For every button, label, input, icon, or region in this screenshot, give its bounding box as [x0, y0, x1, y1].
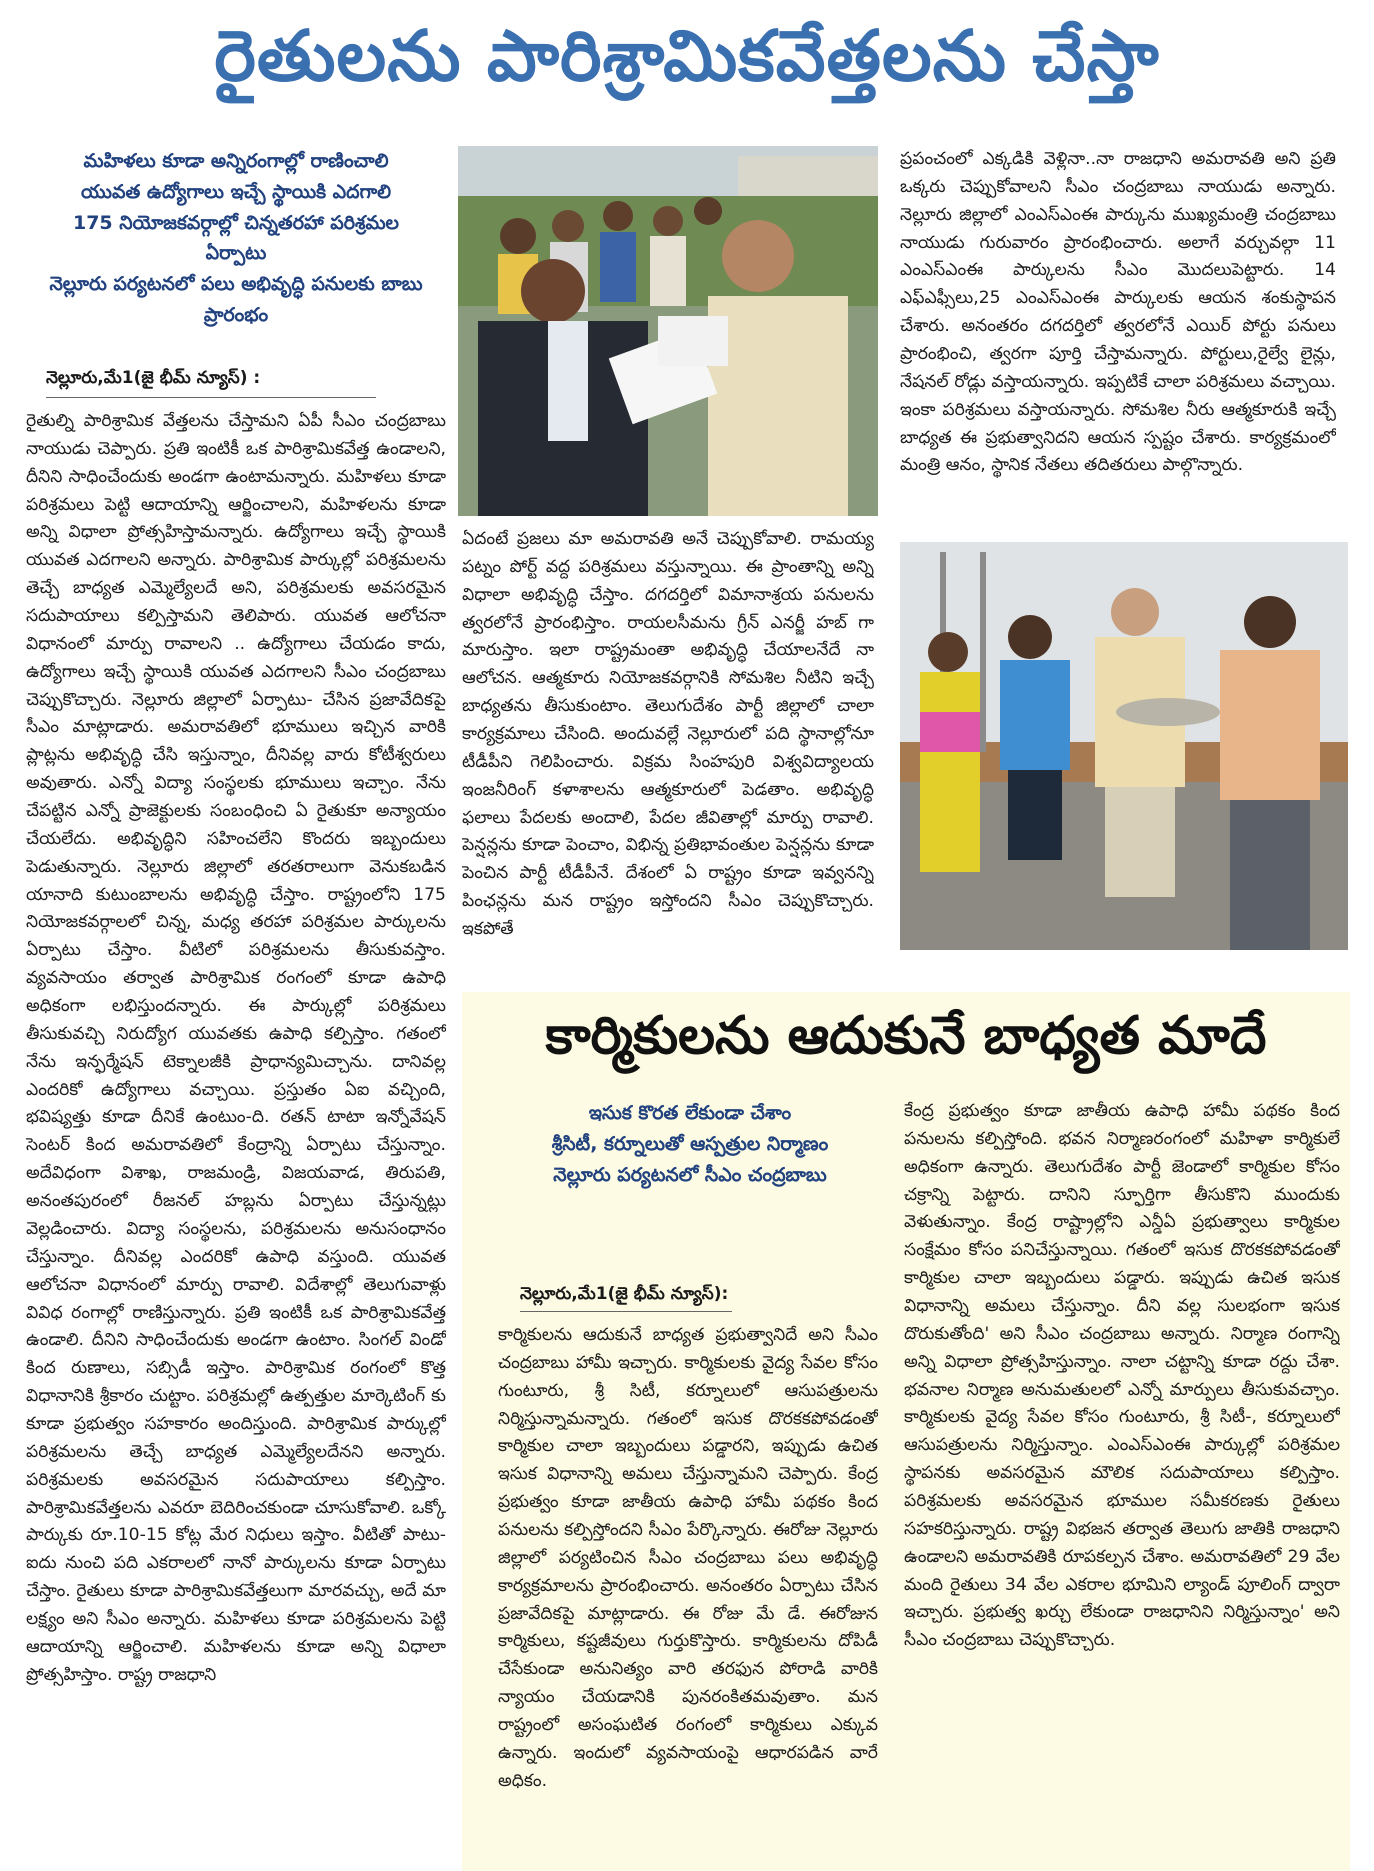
subhead-4: నెల్లూరు పర్యటనలో పలు అభివృద్ధి పనులకు బాబు ప్రారంభం [49, 273, 423, 326]
story2-column-1: కార్మికులను ఆదుకునే బాధ్యత ప్రభుత్వానిదే అని సీఎం చంద్రబాబు హామీ ఇచ్చారు. కార్మికులకు వైద్య సేవల కోసం గుంటూరు, శ్రీ సిటీ, కర్నూలులో ఆసుపత్రులను నిర్మిస్తున్నామన్నారు. గతంలో ఇసుక దొరకకపోవడంతో కార్మికుల చాలా ఇబ్బందులు పడ్డారని, ఇప్పుడు ఉచిత ఇసుక విధానాన్ని అమలు చేస్తున్నామని చెప్పారు. కేంద్ర ప్రభుత్వం కూడా జాతీయ ఉపాధి హామీ పథకం కింద పనులను కల్పిస్తోందని సీఎం పేర్కొన్నారు. ఈరోజు నెల్లూరు జిల్లాలో పర్యటించిన సీఎం చంద్రబాబు పలు అభివృద్ధి కార్యక్రమాలను ప్రారంభించారు. అనంతరం ఏర్పాటు చేసిన ప్రజావేదికపై మాట్లాడారు. ఈ రోజు మే డే. ఈరోజున కార్మికులు, కష్టజీవులు గుర్తుకొస్తారు. కార్మికులను దోపిడీ చేసేకుండా అనునిత్యం వారి తరఫున పోరాడి వారికి న్యాయం చేయడానికి పునరంకితమవుతాం. మన రాష్ట్రంలో అసంఘటిత రంగంలో కార్మికులు ఎక్కువ ఉన్నారు. ఇందులో వ్యవసాయంపై ఆధారపడిన వారే అధికం. [498, 1325, 878, 1791]
subhead-3: 175 నియోజకవర్గాల్లో చిన్నతరహా పరిశ్రమల ఏర్పాటు [72, 211, 400, 265]
story2-subhead-3: నెల్లూరు పర్యటనలో సీఎం చంద్రబాబు [553, 1163, 827, 1186]
photo-cm-receiving-petition-image [458, 146, 878, 516]
story2-subhead-1: ఇసుక కొరత లేకుండా చేశాం [588, 1102, 792, 1124]
photo-cm-at-msme-park-image [900, 542, 1348, 950]
photo-cm-at-msme-park [900, 542, 1348, 950]
story1-subheads [40, 146, 432, 358]
story2-headline: కార్మికులను ఆదుకునే బాధ్యత మాదే [545, 1005, 1267, 1066]
main-headline: రైతులను పారిశ్రామికవేత్తలను చేస్తా [214, 14, 1160, 97]
story2-subhead-2: శ్రీసిటీ, కర్నూలుతో ఆస్పత్రుల నిర్మాణం [551, 1132, 829, 1155]
subhead-2: యువత ఉద్యోగాలు ఇచ్చే స్థాయికి ఎదగాలి [80, 180, 392, 203]
story2-column-2: కేంద్ర ప్రభుత్వం కూడా జాతీయ ఉపాధి హామీ పథకం కింద పనులను కల్పిస్తోంది. భవన నిర్మాణరంగంలో మహిళా కార్మికులే అధికంగా ఉన్నారు. తెలుగుదేశం పార్టీ జెండాలో కార్మికుల కోసం చక్రాన్ని పెట్టారు. దానిని స్ఫూర్తిగా తీసుకొని ముందుకు వెళుతున్నాం. కేంద్ర రాష్ట్రాల్లోని ఎన్డీఏ ప్రభుత్వాలు కార్మికుల సంక్షేమం కోసం పనిచేస్తున్నాయి. గతంలో ఇసుక దొరకకపోవడంతో కార్మికుల చాలా ఇబ్బందులు పడ్డారు. ఇప్పుడు ఉచిత ఇసుక విధానాన్ని అమలు చేస్తున్నాం. దీని వల్ల సులభంగా ఇసుక దొరుకుతోంది' అని సీఎం చంద్రబాబు అన్నారు. నిర్మాణ రంగాన్ని అన్ని విధాలా ప్రోత్సహిస్తున్నాం. నాలా చట్టాన్ని కూడా రద్దు చేశా. భవనాల నిర్మాణ అనుమతులలో ఎన్నో మార్పులు తీసుకువచ్చాం. కార్మికులకు వైద్య సేవల కోసం గుంటూరు, శ్రీ సిటీ-, కర్నూలులో ఆసుపత్రులను నిర్మిస్తున్నాం. ఎంఎస్ఎంఈ పార్కుల్లో పరిశ్రమల స్థాపనకు అవసరమైన మౌలిక సదుపాయాలు కల్పిస్తాం. పరిశ్రమలకు అవసరమైన భూముల సమీకరణకు రైతులు సహకరిస్తున్నారు. రాష్ట్ర విభజన తర్వాత తెలుగు జాతికి రాజధాని ఉండాలని అమరావతికి రూపకల్పన చేశాం. అమరావతిలో 29 వేల మంది రైతులు 34 వేల ఎకరాల భూమిని ల్యాండ్ పూలింగ్ ద్వారా ఇచ్చారు. ప్రభుత్వ ఖర్చు లేకుండా రాజధానిని నిర్మిస్తున్నాం' అని సీఎం చంద్రబాబు చెప్పుకొచ్చారు. [904, 1101, 1340, 1651]
story1-column-3: ప్రపంచంలో ఎక్కడికి వెళ్లినా..నా రాజధాని అమరావతి అని ప్రతి ఒక్కరు చెప్పుకోవాలని సీఎం చంద్రబాబు నాయుడు అన్నారు. నెల్లూరు జిల్లాలో ఎంఎస్ఎంఈ పార్కును ముఖ్యమంత్రి చంద్రబాబు నాయుడు గురువారం ప్రారంభించారు. అలాగే వర్చువల్గా 11 ఎంఎస్ఎంఈ పార్కులను సీఎం మొదలుపెట్టారు. 14 ఎఫ్ఎఫ్సీలు,25 ఎంఎస్ఎంఈ పార్కులకు ఆయన శంకుస్థాపన చేశారు. అనంతరం దగదర్తిలో త్వరలోనే ఎయిర్ పోర్టు పనులు ప్రారంభించి, త్వరగా పూర్తి చేస్తామన్నారు. పోర్టులు,రైల్వే లైన్లు, నేషనల్ రోడ్లు వస్తాయన్నారు. ఇప్పటికే చాలా పరిశ్రమలు వచ్చాయి. ఇంకా పరిశ్రమలు వస్తాయన్నారు. సోమశిల నీరు ఆత్మకూరుకి ఇచ్చే బాధ్యత ఈ ప్రభుత్వానిదని ఆయన స్పష్టం చేశారు. కార్యక్రమంలో మంత్రి ఆనం, స్థానిక నేతలు తదితరులు పాల్గొన్నారు. [900, 149, 1336, 476]
photo-cm-receiving-petition [458, 146, 878, 516]
story1-dateline: నెల్లూరు,మే1(జై భీమ్ న్యూస్) : [46, 368, 376, 398]
story1-column-1: రైతుల్ని పారిశ్రామిక వేత్తలను చేస్తామని ఏపీ సీఎం చంద్రబాబు నాయుడు చెప్పారు. ప్రతి ఇంటికీ ఒక పారిశ్రామికవేత్త ఉండాలని, దీనిని సాధించేందుకు అండగా ఉంటామన్నారు. మహిళలు కూడా పరిశ్రమలు పెట్టి ఆదాయాన్ని ఆర్జించాలని, మహిళలను కూడా అన్ని విధాలా ప్రోత్సహిస్తామన్నారు. ఉద్యోగాలు ఇచ్చే స్థాయికి యువత ఎదగాలని అన్నారు. పారిశ్రామిక పార్కుల్లో పరిశ్రమలను తెచ్చే బాధ్యత ఎమ్మెల్యేలదే అని, పరిశ్రమలకు అవసరమైన సదుపాయాలు కల్పిస్తామని తెలిపారు. యువత ఆలోచనా విధానంలో మార్పు రావాలని .. ఉద్యోగాలు చేయడం కాదు, ఉద్యోగాలు ఇచ్చే స్థాయికి యువత ఎదగాలని సీఎం చంద్రబాబు చెప్పుకొచ్చారు. నెల్లూరు జిల్లాలో ఏర్పాటు- చేసిన ప్రజావేదికపై సీఎం మాట్లాడారు. అమరావతిలో భూములు ఇచ్చిన వారికి ప్లాట్లను అభివృద్ధి చేసి ఇస్తున్నాం, దీనివల్ల వారు కోటీశ్వరులు అవుతారు. ఎన్నో విద్యా సంస్థలకు భూములు ఇచ్చాం. నేను చేపట్టిన ఎన్నో ప్రాజెక్టులకు సంబంధించి ఏ రైతుకూ అన్యాయం చేయలేదు. అభివృద్ధిని సహించలేని కొందరు ఇబ్బందులు పెడుతున్నారు. నెల్లూరు జిల్లాలో తరతరాలుగా వెనుకబడిన యానాది కుటుంబాలను అభివృద్ధి చేస్తాం. రాష్ట్రంలోని 175 నియోజకవర్గాలలో చిన్న, మధ్య తరహా పరిశ్రమల పార్కులను ఏర్పాటు చేస్తాం. వీటిలో పరిశ్రమలను తీసుకువస్తాం. వ్యవసాయం తర్వాత పారిశ్రామిక రంగంలో కూడా ఉపాధి అధికంగా లభిస్తుందన్నారు. ఈ పార్కుల్లో పరిశ్రమలు తీసుకువచ్చి నిరుద్యోగ యువతకు ఉపాధి కల్పిస్తాం. గతంలో నేను ఇన్ఫర్మేషన్ టెక్నాలజీకి ప్రాధాన్యమిచ్చాను. దానివల్ల ఎందరికో ఉద్యోగాలు వచ్చాయి. ప్రస్తుతం ఏఐ వచ్చింది, భవిష్యత్తు కూడా దీనికే ఉంటుం-ది. రతన్ టాటా ఇన్నోవేషన్ సెంటర్ కింద అమరావతిలో కేంద్రాన్ని ఏర్పాటు చేస్తున్నాం. అదేవిధంగా విశాఖ, రాజమండ్రి, విజయవాడ, తిరుపతి, అనంతపురంలో రీజనల్ హబ్లను ఏర్పాటు చేస్తున్నట్లు వెల్లడించారు. విద్యా సంస్థలను, పరిశ్రమలను అనుసంధానం చేస్తున్నాం. దీనివల్ల ఎందరికో ఉపాధి వస్తుంది. యువత ఆలోచనా విధానంలో మార్పు రావాలి. విదేశాల్లో తెలుగువాళ్లు వివిధ రంగాల్లో రాణిస్తున్నారు. ప్రతి ఇంటికీ ఒక పారిశ్రామికవేత్త ఉండాలి. దీనిని సాధించేందుకు అండగా ఉంటాం. సింగల్ విండో కింద రుణాలు, సబ్సిడీ ఇస్తాం. పారిశ్రామిక రంగంలో కొత్త విధానానికి శ్రీకారం చుట్టాం. పరిశ్రమల్లో ఉత్పత్తుల మార్కెటింగ్ కు కూడా ప్రభుత్వం సహకారం అందిస్తుంది. పారిశ్రామిక పార్కుల్లో పరిశ్రమలను తెచ్చే బాధ్యత ఎమ్మెల్యేలదేనని అన్నారు. పరిశ్రమలకు అవసరమైన సదుపాయాలు కల్పిస్తాం. పారిశ్రామికవేత్తలను ఎవరూ బెదిరించకుండా చూసుకోవాలి. ఒక్కో పార్కుకు రూ.10-15 కోట్ల మేర నిధులు ఇస్తాం. వీటితో పాటు- ఐదు నుంచి పది ఎకరాలలో నానో పార్కులను కూడా ఏర్పాటు చేస్తాం. రైతులు కూడా పారిశ్రామికవేత్తలుగా మారవచ్చు, అదే మా లక్ష్యం అని సీఎం అన్నారు. మహిళలు కూడా పరిశ్రమలను పెట్టి ఆదాయాన్ని ఆర్జించాలి. మహిళలను కూడా అన్ని విధాలా ప్రోత్సహిస్తాం. రాష్ట్ర రాజధాని [26, 411, 446, 1685]
story1-column-2: ఏదంటే ప్రజలు మా అమరావతి అనే చెప్పుకోవాలి. రామయ్య పట్నం పోర్ట్ వద్ద పరిశ్రమలు వస్తున్నాయి. ఈ ప్రాంతాన్ని అన్ని విధాలా అభివృద్ధి చేస్తాం. దగదర్తిలో విమానాశ్రయ పనులను త్వరలోనే ప్రారంభిస్తాం. రాయలసీమను గ్రీన్ ఎనర్జీ హబ్ గా మారుస్తాం. ఇలా రాష్ట్రమంతా అభివృద్ధి చేయాలనేదే నా ఆలోచన. ఆత్మకూరు నియోజకవర్గానికి సోమశిల నీటిని ఇచ్చే బాధ్యతను తీసుకుంటాం. తెలుగుదేశం పార్టీ జిల్లాలో చాలా కార్యక్రమాలు చేసింది. అందువల్లే నెల్లూరులో పది స్థానాల్లోనూ టీడీపీని గెలిపించారు. విక్రమ సింహపురి విశ్వవిద్యాలయ ఇంజనీరింగ్ కళాశాలను ఆత్మకూరులో పెడతాం. అభివృద్ధి ఫలాలు పేదలకు అందాలి, పేదల జీవితాల్లో మార్పు రావాలి. పెన్షన్లను కూడా పెంచాం, విభిన్న ప్రతిభావంతుల పెన్షన్లను కూడా పెంచిన పార్టీ టీడీపీనే. దేశంలో ఏ రాష్ట్రం కూడా ఇవ్వనన్ని పింఛన్లను మన రాష్ట్రం ఇస్తోందని సీఎం చెప్పుకొచ్చారు. ఇకపోతే [462, 529, 874, 940]
subhead-1: మహిళలు కూడా అన్నిరంగాల్లో రాణించాలి [83, 150, 389, 172]
story2-dateline: నెల్లూరు,మే1(జై భీమ్ న్యూస్): [520, 1284, 732, 1312]
story2-subheads [490, 1098, 890, 1270]
